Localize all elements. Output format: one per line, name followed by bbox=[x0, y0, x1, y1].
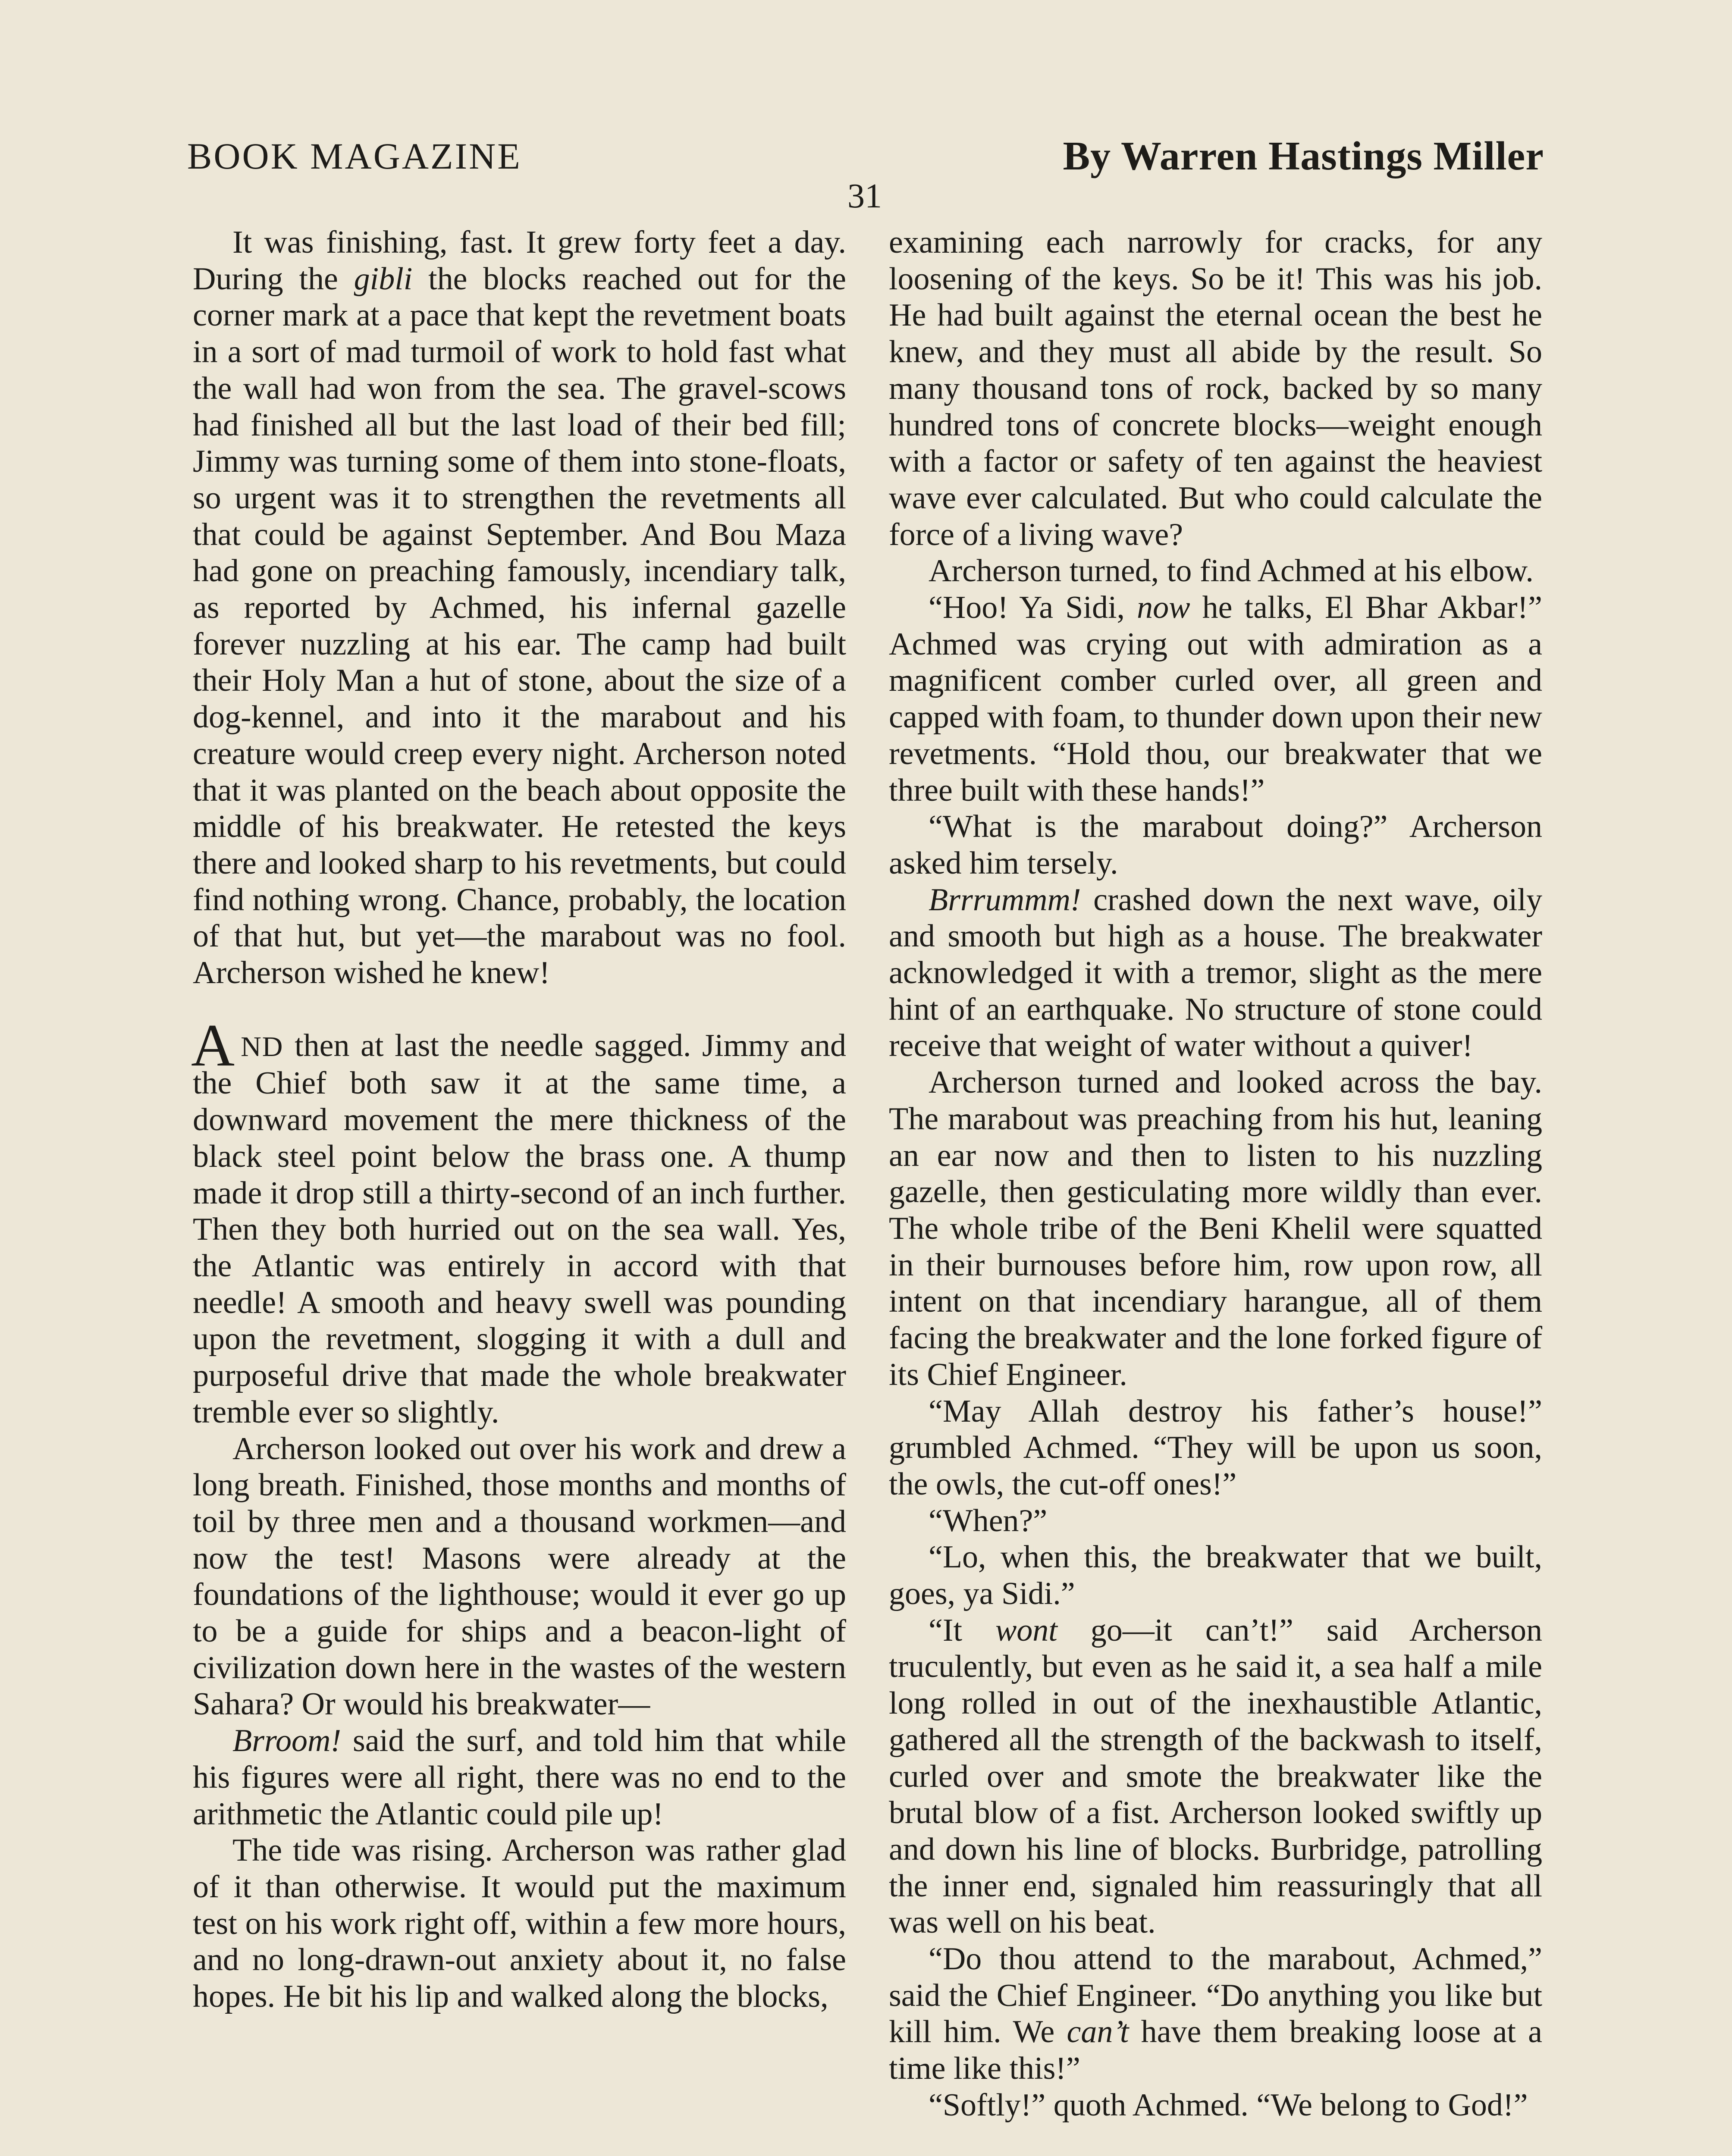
emphasis: now bbox=[1137, 590, 1190, 626]
paragraph: The tide was rising. Archerson was rather glad of it than otherwise. It would put the maximum test on his work right off, within a few more hours, and no long-drawn-out anxiety about it, no false hopes. He bit his lip and walked along the blocks, bbox=[193, 1833, 846, 2015]
page-number: 31 bbox=[847, 177, 882, 215]
magazine-title: BOOK MAGAZINE bbox=[187, 135, 522, 177]
paragraph: Archerson turned and looked across the bay. The marabout was preaching from his hut, leaning an ear now and then to listen to his nuzzling gazelle, then gesticulating more wildly than ever. The whole tribe of the Beni Khelil were squatted in their burnouses before him, row upon row, all intent on that incendiary harangue, all of them facing the breakwater and the lone forked figure of its Chief Engineer. bbox=[889, 1065, 1542, 1392]
paragraph: “Do thou attend to the marabout, Achmed,” said the Chief Engineer. “Do anything you like but kill him. We can’t have them breaking loose at a time like this!” bbox=[889, 1941, 1542, 2087]
paragraph-continued: examining each narrowly for cracks, for any loosening of the keys. So be it! This was his job. He had built against the eternal ocean the best he knew, and they must all abide by the result. So many thousand tons of rock, backed by so many hundred tons of concrete blocks—weight enough with a factor or safety of ten against the heaviest wave ever calculated. But who could calculate the force of a living wave? bbox=[889, 225, 1542, 552]
paragraph: “Softly!” quoth Achmed. “We belong to God!” bbox=[929, 2087, 1528, 2123]
right-column bbox=[889, 224, 1542, 2124]
emphasis: Brroom! bbox=[232, 1723, 342, 1759]
emphasis: wont bbox=[995, 1612, 1057, 1648]
paragraph: “Lo, when this, the breakwater that we built, goes, ya Sidi.” bbox=[889, 1539, 1542, 1612]
paragraph: “May Allah destroy his father’s house!” grumbled Achmed. “They will be upon us soon, the owls, the cut-off ones!” bbox=[889, 1393, 1542, 1502]
drop-cap: A bbox=[191, 1012, 235, 1079]
paragraph: Brroom! said the surf, and told him that while his figures were all right, there was no end to the arithmetic the Atlantic could pile up! bbox=[193, 1723, 846, 1832]
paragraph-dropcap: AND then at last the needle sagged. Jimmy and the Chief both saw it at the same time, a downward movement the mere thickness of the black steel point below the brass one. A thump made it drop still a thirty-second of an inch further. Then they both hurried out on the sea wall. Yes, the Atlantic was entirely in accord with that needle! A smooth and heavy swell was pounding upon the revetment, slogging it with a dull and purposeful drive that made the whole breakwater tremble ever so slightly. bbox=[191, 1012, 846, 1430]
small-caps: ND bbox=[241, 1031, 284, 1062]
paragraph: “It wont go—it can’t!” said Archerson truculently, but even as he said it, a sea half a mile long rolled in out of the inexhaustible Atlantic, gathered all the strength of the backwash to itself, curled over and smote the breakwater like the brutal blow of a fist. Archerson looked swiftly up and down his line of blocks. Burbridge, patrolling the inner end, signaled him reassuringly that all was well on his beat. bbox=[889, 1612, 1542, 1940]
emphasis: can’t bbox=[1067, 2014, 1129, 2050]
author-byline: By Warren Hastings Miller bbox=[1063, 134, 1544, 179]
paragraph: Brrrummm! crashed down the next wave, oily and smooth but high as a house. The breakwater acknowledged it with a tremor, slight as the mere hint of an earthquake. No structure of stone could receive that weight of water without a quiver! bbox=[889, 882, 1542, 1064]
paragraph: Archerson looked out over his work and drew a long breath. Finished, those months and months of toil by three men and a thousand workmen—and now the test! Masons were already at the foundations of the lighthouse; would it ever go up to be a guide for ships and a beacon-light of civilization down here in the wastes of the western Sahara? Or would his breakwater— bbox=[193, 1431, 846, 1722]
paragraph: “What is the marabout doing?” Archerson asked him tersely. bbox=[889, 809, 1542, 881]
emphasis: gibli bbox=[354, 261, 413, 297]
paragraph: It was finishing, fast. It grew forty feet a day. During the gibli the blocks reached out for the corner mark at a pace that kept the revetment boats in a sort of mad turmoil of work to hold fast what the wall had won from the sea. The gravel-scows had finished all but the last load of their bed fill; Jimmy was turning some of them into stone-floats, so urgent was it to strengthen the revetments all that could be against September. And Bou Maza had gone on preaching famously, incendiary talk, as reported by Achmed, his infernal gazelle forever nuzzling at his ear. The camp had built their Holy Man a hut of stone, about the size of a dog-kennel, and into it the marabout and his creature would creep every night. Archerson noted that it was planted on the beach about opposite the middle of his breakwater. He retested the keys there and looked sharp to his revetments, but could find nothing wrong. Chance, probably, the location of that hut, but yet—the marabout was no fool. Archerson wished he knew! bbox=[193, 225, 846, 991]
left-column bbox=[193, 224, 846, 2015]
paragraph: “Hoo! Ya Sidi, now he talks, El Bhar Akbar!” Achmed was crying out with admiration as a magnificent comber curled over, all green and capped with foam, to thunder down upon their new revetments. “Hold thou, our breakwater that we three built with these hands!” bbox=[889, 590, 1542, 808]
paragraph: Archerson turned, to find Achmed at his elbow. bbox=[929, 553, 1534, 589]
paragraph: “When?” bbox=[929, 1503, 1048, 1539]
emphasis: Brrrummm! bbox=[929, 882, 1081, 918]
